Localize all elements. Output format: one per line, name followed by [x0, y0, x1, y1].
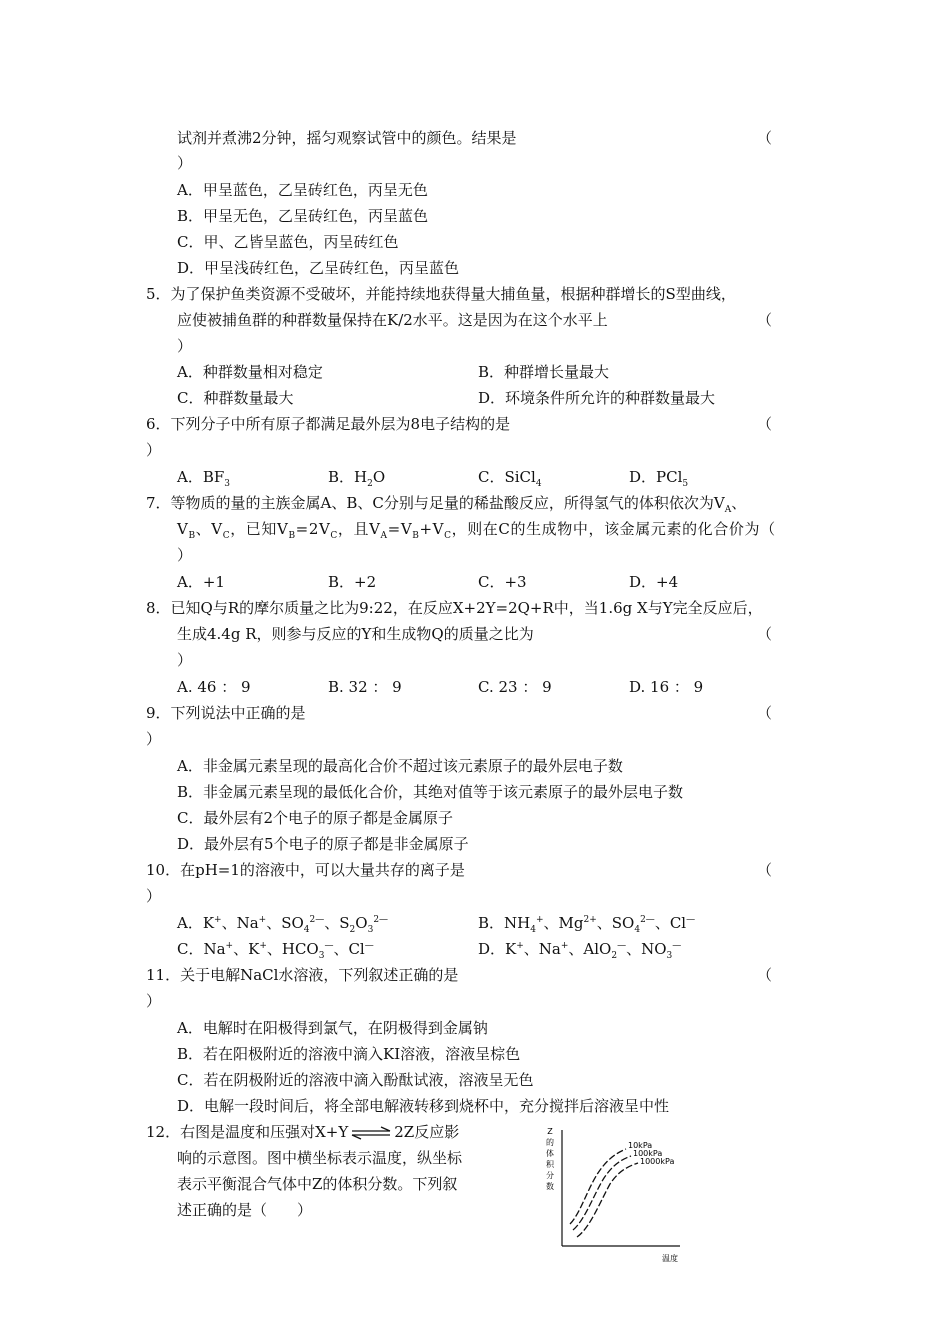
q9-option-b: B．非金属元素呈现的最低化合价，其绝对值等于该元素原子的最外层电子数 [177, 783, 684, 801]
q10-option-b: B．$NH_4^+$、$Mg^{2+}$、$SO_4^{2—}$、Cl— [478, 914, 696, 935]
q8-option-b: B. 32 ： 9 [328, 678, 402, 696]
q11-option-d: D．电解一段时间后，将全部电解液转移到烧杯中，充分搅拌后溶液呈中性 [177, 1097, 670, 1115]
q12-stem-line4: 述正确的是（ ） [177, 1201, 313, 1219]
chart-y-label-char-4: 积 [546, 1160, 554, 1169]
chart-y-label-char-2: 的 [546, 1138, 554, 1147]
q4-answer-paren-left: （ [757, 129, 773, 147]
chart-y-label-char-5: 分 [546, 1171, 554, 1180]
q9-option-a: A．非金属元素呈现的最高化合价不超过该元素原子的最外层电子数 [177, 757, 623, 775]
q8-stem-line2: 生成4.4g R，则参与反应的Y和生成物Q的质量之比为 [177, 625, 534, 643]
q5-stem-line2: 应使被捕鱼群的种群数量保持在K/2水平。这是因为在这个水平上 [177, 311, 608, 329]
q7-option-c: C．+3 [478, 573, 527, 591]
q5-answer-paren-left: （ [757, 311, 773, 329]
q11-option-c: C．若在阴极附近的溶液中滴入酚酞试液，溶液呈无色 [177, 1071, 534, 1089]
q10-option-a: A．K+、Na+、$SO_4^{2—}$、$S_2O_3^{2—}$ [177, 914, 389, 935]
q11-option-b: B．若在阳极附近的溶液中滴入KI溶液，溶液呈棕色 [177, 1045, 521, 1063]
chart-y-label-char-3: 体 [546, 1149, 554, 1158]
q12-stem-line3: 表示平衡混合气体中Z的体积分数。下列叙 [177, 1175, 458, 1193]
q8-answer-paren-right: ） [177, 651, 193, 669]
equilibrium-arrow-icon [348, 1126, 394, 1140]
q5-stem-line1: 5．为了保护鱼类资源不受破坏，并能持续地获得量大捕鱼量，根据种群增长的S型曲线， [146, 285, 736, 303]
q10-answer-paren-left: （ [757, 861, 773, 879]
chart-series-1000kpa-line [577, 1163, 638, 1237]
q6-answer-paren-right: ） [146, 441, 162, 459]
q4-stem-continuation: 试剂并煮沸2分钟，摇匀观察试管中的颜色。结果是 [177, 129, 517, 147]
q9-answer-paren-left: （ [757, 704, 773, 722]
chart-x-label: 温度 [662, 1254, 678, 1263]
q8-option-a: A. 46 ： 9 [177, 678, 251, 696]
q6-answer-paren-left: （ [757, 415, 773, 433]
q12-stem-line1: 12．右图是温度和压强对X+Y 2Z反应影 [146, 1123, 460, 1141]
q8-option-c: C. 23 ： 9 [478, 678, 552, 696]
q11-option-a: A．电解时在阳极得到氯气，在阴极得到金属钠 [177, 1019, 488, 1037]
q7-option-d: D．+4 [629, 573, 679, 591]
chart-series-100kpa-line [573, 1156, 631, 1230]
chart-series-100kpa-label: 100kPa [633, 1149, 663, 1158]
q8-stem-line1: 8．已知Q与R的摩尔质量之比为9:22，在反应X+2Y=2Q+R中，当1.6g X与Y完全反应后， [146, 599, 763, 617]
q8-option-d: D. 16 ： 9 [629, 678, 704, 696]
q8-answer-paren-left: （ [757, 625, 773, 643]
q5-option-c: C．种群数量最大 [177, 389, 294, 407]
q7-option-a: A．+1 [177, 573, 225, 591]
temperature-pressure-chart [540, 1118, 690, 1268]
q11-stem: 11．关于电解NaCl水溶液，下列叙述正确的是 [146, 966, 459, 984]
q7-stem-line2: $V_B$、$V_C$，已知$V_B=2V_C$，且$V_A=V_B+V_C$，则在C的生成物中，该金属元素的化合价为（ [177, 520, 776, 541]
q12-stem-line2: 响的示意图。图中横坐标表示温度，纵坐标 [177, 1149, 463, 1167]
q9-option-c: C．最外层有2个电子的原子都是金属原子 [177, 809, 454, 827]
q5-option-b: B．种群增长量最大 [478, 363, 610, 381]
q6-option-c: C．SiCl$_4$ [478, 468, 542, 489]
chart-series-1000kpa-label: 1000kPa [640, 1157, 675, 1166]
q10-answer-paren-right: ） [146, 887, 162, 905]
q4-option-d: D．甲呈浅砖红色，乙呈砖红色，丙呈蓝色 [177, 259, 460, 277]
q4-answer-paren-right: ） [177, 154, 193, 172]
q4-option-a: A．甲呈蓝色，乙呈砖红色，丙呈无色 [177, 181, 428, 199]
chart-series-10kpa-label: 10kPa [628, 1141, 653, 1150]
chart-series-10kpa-line [570, 1149, 626, 1224]
q10-stem: 10．在pH=1的溶液中，可以大量共存的离子是 [146, 861, 465, 879]
q11-answer-paren-left: （ [757, 966, 773, 984]
q9-option-d: D．最外层有5个电子的原子都是非金属原子 [177, 835, 469, 853]
q6-option-d: D．PCl$_5$ [629, 468, 689, 489]
q10-option-c: C．Na+、K+、$HCO_3^—$、Cl— [177, 940, 374, 961]
chart-y-label-char-6: 数 [546, 1182, 554, 1191]
q6-option-a: A．$BF_3$ [177, 468, 230, 489]
q5-option-a: A．种群数量相对稳定 [177, 363, 323, 381]
q9-answer-paren-right: ） [146, 730, 162, 748]
chart-y-label-char-1: Z [547, 1127, 553, 1136]
q4-option-b: B．甲呈无色，乙呈砖红色，丙呈蓝色 [177, 207, 429, 225]
q7-stem-line1: 7．等物质的量的主族金属A、B、C分别与足量的稀盐酸反应，所得氢气的体积依次为$V_A$、 [146, 494, 747, 515]
q6-option-b: B．$H_2O$ [328, 468, 386, 489]
q11-answer-paren-right: ） [146, 992, 162, 1010]
q7-answer-paren-right: ） [177, 546, 193, 564]
q9-stem: 9．下列说法中正确的是 [146, 704, 306, 722]
q7-option-b: B．+2 [328, 573, 377, 591]
q6-stem: 6．下列分子中所有原子都满足最外层为8电子结构的是 [146, 415, 511, 433]
q4-option-c: C．甲、乙皆呈蓝色，丙呈砖红色 [177, 233, 399, 251]
q5-answer-paren-right: ） [177, 337, 193, 355]
q5-option-d: D．环境条件所允许的种群数量最大 [478, 389, 716, 407]
q10-option-d: D．K+、Na+、AlO$_2$—、$NO_3^—$ [478, 940, 682, 961]
